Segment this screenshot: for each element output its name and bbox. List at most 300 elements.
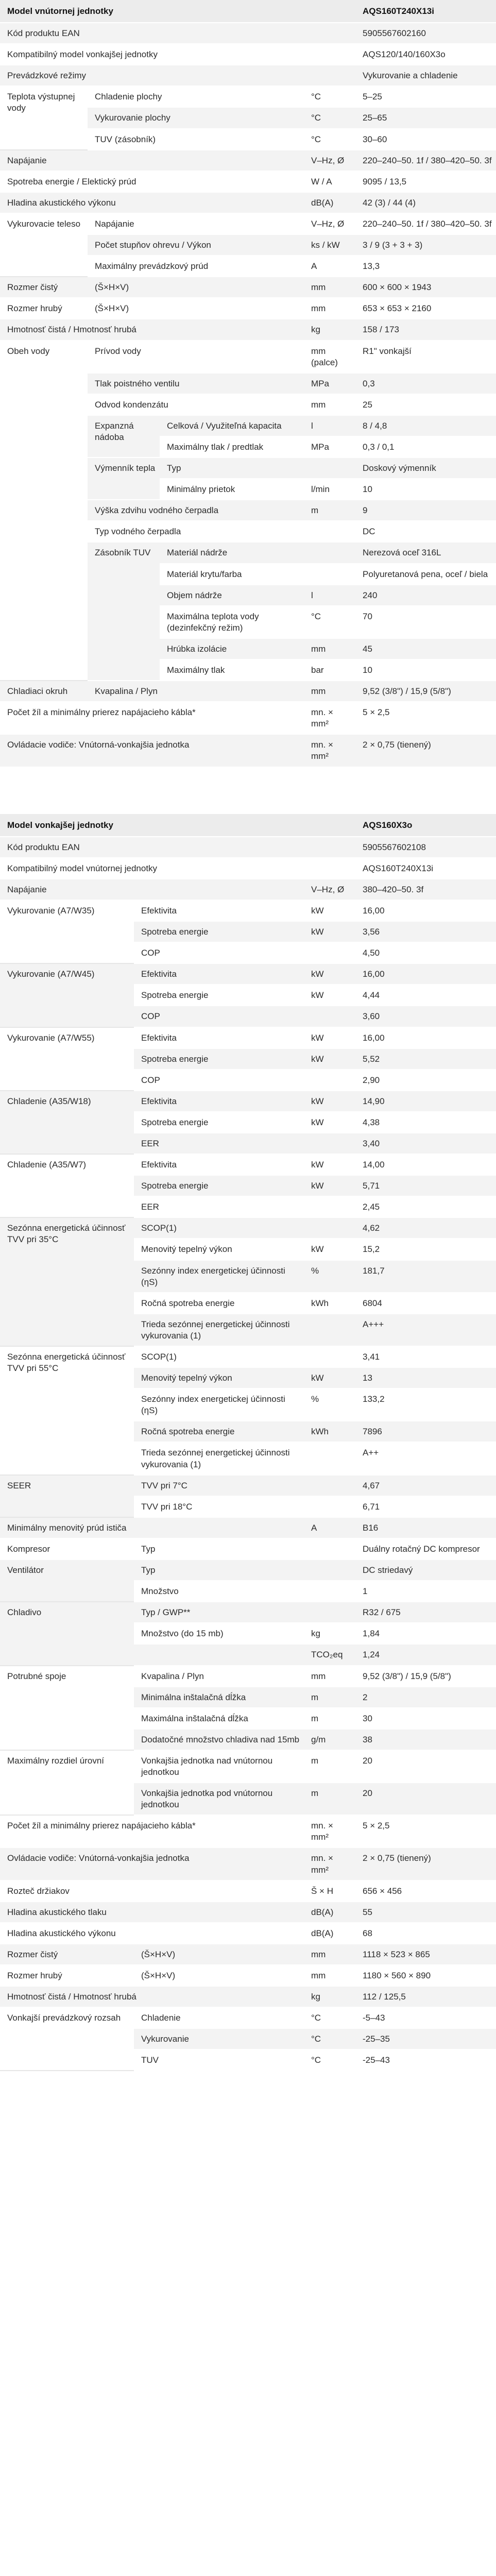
spec-unit: dB(A) bbox=[304, 192, 355, 213]
spec-row bbox=[0, 341, 496, 373]
spec-param-label: SCOP(1) bbox=[134, 1346, 304, 1367]
spec-param-label: Tlak poistného ventilu bbox=[88, 373, 304, 394]
spec-param-label: Efektivita bbox=[134, 1091, 304, 1112]
spec-param-label: (Š×H×V) bbox=[134, 1965, 304, 1986]
spec-row bbox=[0, 963, 496, 985]
spec-group-label: Maximálny rozdiel úrovní bbox=[0, 1750, 134, 1815]
outdoor-unit-header-row bbox=[0, 814, 496, 837]
spec-value: 8 / 4,8 bbox=[355, 415, 496, 436]
spec-value: 16,00 bbox=[355, 963, 496, 985]
spec-unit bbox=[304, 1581, 355, 1602]
spec-value: R32 / 675 bbox=[355, 1602, 496, 1623]
spec-value: 13,3 bbox=[355, 256, 496, 277]
spec-param-label: Ročná spotreba energie bbox=[134, 1421, 304, 1442]
spec-unit bbox=[304, 1538, 355, 1560]
spec-unit: % bbox=[304, 1388, 355, 1421]
spec-row bbox=[0, 171, 496, 192]
spec-unit bbox=[304, 1602, 355, 1623]
spec-param-label: Typ bbox=[134, 1560, 304, 1581]
spec-row bbox=[0, 23, 496, 44]
spec-value: 7896 bbox=[355, 1421, 496, 1442]
spec-group-label: Minimálny menovitý prúd ističa bbox=[0, 1517, 304, 1538]
spec-unit: °C bbox=[304, 129, 355, 150]
outdoor-unit-title: Model vonkajšej jednotky bbox=[0, 814, 355, 837]
spec-unit: mn. × mm² bbox=[304, 702, 355, 734]
spec-group-label: Chladivo bbox=[0, 1602, 134, 1665]
spec-row bbox=[0, 900, 496, 921]
spec-param-label: Spotreba energie bbox=[134, 1112, 304, 1133]
spec-value: 1180 × 560 × 890 bbox=[355, 1965, 496, 1986]
spec-value: 112 / 125,5 bbox=[355, 1986, 496, 2007]
spec-param-label: Množstvo bbox=[134, 1581, 304, 1602]
spec-value: 16,00 bbox=[355, 1027, 496, 1048]
spec-group-label: Kód produktu EAN bbox=[0, 23, 304, 44]
spec-param-label: Menovitý tepelný výkon bbox=[134, 1367, 304, 1388]
spec-row bbox=[0, 1475, 496, 1496]
spec-unit: l bbox=[304, 585, 355, 606]
spec-value: DC striedavý bbox=[355, 1560, 496, 1581]
spec-param-label: Množstvo (do 15 mb) bbox=[134, 1623, 304, 1644]
spec-value: 4,50 bbox=[355, 942, 496, 963]
spec-param-label: TUV (zásobník) bbox=[88, 129, 304, 150]
spec-value: 600 × 600 × 1943 bbox=[355, 277, 496, 298]
spec-value: AQS160T240X13i bbox=[355, 858, 496, 879]
spec-value: 5 × 2,5 bbox=[355, 1815, 496, 1848]
spec-param-label: Celková / Využiteľná kapacita bbox=[160, 415, 304, 436]
indoor-unit-spec-table bbox=[0, 0, 496, 768]
indoor-unit-spec-body bbox=[0, 0, 496, 767]
spec-param-label: Menovitý tepelný výkon bbox=[134, 1239, 304, 1260]
spec-value: 13 bbox=[355, 1367, 496, 1388]
spec-param-label: EER bbox=[134, 1133, 304, 1154]
spec-unit: mm bbox=[304, 681, 355, 702]
spec-value: 55 bbox=[355, 1902, 496, 1923]
spec-value: 30–60 bbox=[355, 129, 496, 150]
spec-unit: kg bbox=[304, 1623, 355, 1644]
spec-row bbox=[0, 1944, 496, 1965]
spec-unit: V–Hz, Ø bbox=[304, 213, 355, 234]
spec-param-label: Chladenie bbox=[134, 2007, 304, 2028]
spec-value: 1118 × 523 × 865 bbox=[355, 1944, 496, 1965]
spec-unit: m bbox=[304, 1783, 355, 1815]
spec-group-label: Vonkajší prevádzkový rozsah bbox=[0, 2007, 134, 2071]
spec-unit: kW bbox=[304, 900, 355, 921]
spec-group-label: Ovládacie vodiče: Vnútorná-vonkajšia jednotka bbox=[0, 734, 304, 767]
spec-unit: l/min bbox=[304, 479, 355, 500]
spec-group-label: Hmotnosť čistá / Hmotnosť hrubá bbox=[0, 319, 304, 340]
spec-group-label: Prevádzkové režimy bbox=[0, 65, 304, 86]
spec-unit bbox=[304, 837, 355, 858]
spec-unit: kW bbox=[304, 1239, 355, 1260]
spec-param-label: Typ vodného čerpadla bbox=[88, 521, 304, 542]
spec-unit: mm bbox=[304, 1944, 355, 1965]
spec-group-label: Hmotnosť čistá / Hmotnosť hrubá bbox=[0, 1986, 304, 2007]
spec-row bbox=[0, 65, 496, 86]
indoor-unit-title: Model vnútornej jednotky bbox=[0, 0, 355, 23]
spec-param-label: (Š×H×V) bbox=[88, 298, 304, 319]
spec-group-label: Počet žíl a minimálny prierez napájacieho kábla* bbox=[0, 1815, 304, 1848]
spec-unit bbox=[304, 942, 355, 963]
indoor-unit-header-row bbox=[0, 0, 496, 23]
spec-unit: kW bbox=[304, 1048, 355, 1070]
spec-unit: °C bbox=[304, 107, 355, 128]
spec-value: 133,2 bbox=[355, 1388, 496, 1421]
spec-row bbox=[0, 1880, 496, 1902]
spec-unit: kW bbox=[304, 963, 355, 985]
spec-param-label: TUV bbox=[134, 2049, 304, 2071]
spec-unit: mn. × mm² bbox=[304, 1815, 355, 1848]
spec-unit: mm bbox=[304, 1666, 355, 1687]
spec-value: Nerezová oceľ 316L bbox=[355, 542, 496, 563]
spec-param-label: Minimálna inštalačná dĺžka bbox=[134, 1687, 304, 1708]
spec-value: 5–25 bbox=[355, 86, 496, 107]
spec-unit bbox=[304, 23, 355, 44]
outdoor-unit-spec-table bbox=[0, 814, 496, 2072]
spec-param-label: Spotreba energie bbox=[134, 1175, 304, 1196]
spec-unit: °C bbox=[304, 2049, 355, 2071]
spec-row bbox=[0, 1848, 496, 1880]
spec-unit: Š × H bbox=[304, 1880, 355, 1902]
spec-group-label: SEER bbox=[0, 1475, 134, 1517]
spec-unit: g/m bbox=[304, 1729, 355, 1750]
spec-param-label: Napájanie bbox=[88, 213, 304, 234]
spec-param-label: (Š×H×V) bbox=[88, 277, 304, 298]
spec-group-label: Kompresor bbox=[0, 1538, 134, 1560]
spec-value: 1 bbox=[355, 1581, 496, 1602]
spec-group-label: Vykurovanie (A7/W55) bbox=[0, 1027, 134, 1091]
spec-unit: kg bbox=[304, 1986, 355, 2007]
spec-unit: kWh bbox=[304, 1293, 355, 1314]
spec-param-label: Maximálny tlak bbox=[160, 659, 304, 681]
spec-value: 181,7 bbox=[355, 1260, 496, 1293]
spec-param-label: Vykurovanie plochy bbox=[88, 107, 304, 128]
spec-unit: A bbox=[304, 256, 355, 277]
spec-param-label: Sezónny index energetickej účinnosti (ηS) bbox=[134, 1388, 304, 1421]
spec-group-label: Kód produktu EAN bbox=[0, 837, 304, 858]
spec-row bbox=[0, 879, 496, 900]
spec-value: 2,45 bbox=[355, 1196, 496, 1217]
spec-value: 5,52 bbox=[355, 1048, 496, 1070]
spec-row bbox=[0, 681, 496, 702]
spec-param-label: Chladenie plochy bbox=[88, 86, 304, 107]
spec-row bbox=[0, 319, 496, 340]
spec-value: 14,00 bbox=[355, 1154, 496, 1175]
spec-value: 220–240–50. 1f / 380–420–50. 3f bbox=[355, 150, 496, 171]
spec-value: 158 / 173 bbox=[355, 319, 496, 340]
spec-value: 2 bbox=[355, 1687, 496, 1708]
spec-unit: A bbox=[304, 1517, 355, 1538]
spec-value: Doskový výmenník bbox=[355, 457, 496, 479]
spec-row bbox=[0, 1986, 496, 2007]
spec-unit: ks / kW bbox=[304, 234, 355, 256]
spec-row bbox=[0, 1560, 496, 1581]
spec-param-label: Maximálny tlak / predtlak bbox=[160, 436, 304, 457]
spec-value: R1" vonkajší bbox=[355, 341, 496, 373]
spec-value: 5905567602108 bbox=[355, 837, 496, 858]
spec-param-label: Maximálna inštalačná dĺžka bbox=[134, 1708, 304, 1729]
spec-unit: V–Hz, Ø bbox=[304, 150, 355, 171]
spec-unit bbox=[304, 1442, 355, 1475]
spec-param-label: Maximálna teplota vody (dezinfekčný režim) bbox=[160, 606, 304, 638]
spec-unit bbox=[304, 1475, 355, 1496]
spec-param-label: Spotreba energie bbox=[134, 921, 304, 942]
spec-param-label: Kvapalina / Plyn bbox=[88, 681, 304, 702]
spec-param-label: Typ bbox=[134, 1538, 304, 1560]
spec-group-label: Rozmer čistý bbox=[0, 277, 88, 298]
spec-value: Duálny rotačný DC kompresor bbox=[355, 1538, 496, 1560]
spec-unit: m bbox=[304, 1750, 355, 1783]
spec-param-label: Vonkajšia jednotka nad vnútornou jednotkou bbox=[134, 1750, 304, 1783]
spec-param-label: (Š×H×V) bbox=[134, 1944, 304, 1965]
spec-value: 2 × 0,75 (tienený) bbox=[355, 734, 496, 767]
spec-unit: m bbox=[304, 500, 355, 521]
spec-unit: °C bbox=[304, 606, 355, 638]
spec-value: 42 (3) / 44 (4) bbox=[355, 192, 496, 213]
spec-value: 9095 / 13,5 bbox=[355, 171, 496, 192]
spec-group-label: Rozteč držiakov bbox=[0, 1880, 304, 1902]
spec-value: 9,52 (3/8") / 15,9 (5/8") bbox=[355, 1666, 496, 1687]
spec-value: 653 × 653 × 2160 bbox=[355, 298, 496, 319]
spec-unit: l bbox=[304, 415, 355, 436]
spec-value: 2 × 0,75 (tienený) bbox=[355, 1848, 496, 1880]
spec-param-label: Sezónny index energetickej účinnosti (ηS) bbox=[134, 1260, 304, 1293]
spec-row bbox=[0, 1027, 496, 1048]
spec-unit: dB(A) bbox=[304, 1902, 355, 1923]
spec-value: 38 bbox=[355, 1729, 496, 1750]
spec-row bbox=[0, 1902, 496, 1923]
spec-unit: m bbox=[304, 1708, 355, 1729]
spec-unit: TCO₂eq bbox=[304, 1644, 355, 1665]
spec-param-label: Maximálny prevádzkový prúd bbox=[88, 256, 304, 277]
spec-unit: kW bbox=[304, 1175, 355, 1196]
spec-unit: MPa bbox=[304, 373, 355, 394]
spec-param-label: Materiál nádrže bbox=[160, 542, 304, 563]
spec-row bbox=[0, 150, 496, 171]
spec-unit: kW bbox=[304, 921, 355, 942]
spec-value: 16,00 bbox=[355, 900, 496, 921]
spec-group-label: Teplota výstupnej vody bbox=[0, 86, 88, 149]
spec-row bbox=[0, 1091, 496, 1112]
spec-row bbox=[0, 192, 496, 213]
spec-unit: °C bbox=[304, 86, 355, 107]
spec-value: 9 bbox=[355, 500, 496, 521]
spec-value: 4,38 bbox=[355, 1112, 496, 1133]
spec-value: 9,52 (3/8") / 15,9 (5/8") bbox=[355, 681, 496, 702]
spec-value: 6804 bbox=[355, 1293, 496, 1314]
spec-param-label: COP bbox=[134, 1006, 304, 1027]
spec-value: A+++ bbox=[355, 1314, 496, 1346]
spec-param-label: Efektivita bbox=[134, 963, 304, 985]
spec-param-label: TVV pri 18°C bbox=[134, 1496, 304, 1517]
spec-group-label: Kompatibilný model vonkajšej jednotky bbox=[0, 44, 304, 65]
spec-row bbox=[0, 1965, 496, 1986]
indoor-unit-model: AQS160T240X13i bbox=[355, 0, 496, 23]
spec-value: 20 bbox=[355, 1783, 496, 1815]
spec-row bbox=[0, 1517, 496, 1538]
spec-group-label: Obeh vody bbox=[0, 341, 88, 681]
spec-param-label: Trieda sezónnej energetickej účinnosti vykurovania (1) bbox=[134, 1442, 304, 1475]
spec-value: 4,44 bbox=[355, 985, 496, 1006]
spec-row bbox=[0, 1154, 496, 1175]
spec-group-label: Počet žíl a minimálny prierez napájacieho kábla* bbox=[0, 702, 304, 734]
spec-unit bbox=[304, 65, 355, 86]
spec-group-label: Hladina akustického tlaku bbox=[0, 1902, 304, 1923]
spec-row bbox=[0, 1815, 496, 1848]
spec-value: 3,40 bbox=[355, 1133, 496, 1154]
spec-value: A++ bbox=[355, 1442, 496, 1475]
spec-row bbox=[0, 44, 496, 65]
spec-param-label: TVV pri 7°C bbox=[134, 1475, 304, 1496]
spec-param-label: Prívod vody bbox=[88, 341, 304, 373]
spec-value: 25 bbox=[355, 394, 496, 415]
spec-unit bbox=[304, 1346, 355, 1367]
spec-param-label: Ročná spotreba energie bbox=[134, 1293, 304, 1314]
spec-row bbox=[0, 837, 496, 858]
spec-param-label: Minimálny prietok bbox=[160, 479, 304, 500]
spec-unit: mm bbox=[304, 638, 355, 659]
spec-value: 30 bbox=[355, 1708, 496, 1729]
spec-param-label: Výška zdvihu vodného čerpadla bbox=[88, 500, 304, 521]
spec-row bbox=[0, 1346, 496, 1367]
spec-unit: °C bbox=[304, 2007, 355, 2028]
spec-unit bbox=[304, 1496, 355, 1517]
spec-row bbox=[0, 734, 496, 767]
spec-param-label bbox=[134, 1644, 304, 1665]
spec-value: 2,90 bbox=[355, 1070, 496, 1091]
spec-group-label: Hladina akustického výkonu bbox=[0, 192, 304, 213]
spec-group-label: Kompatibilný model vnútornej jednotky bbox=[0, 858, 304, 879]
spec-unit: mm (palce) bbox=[304, 341, 355, 373]
spec-value: 3 / 9 (3 + 3 + 3) bbox=[355, 234, 496, 256]
spec-value: 20 bbox=[355, 1750, 496, 1783]
spec-param-label: Kvapalina / Plyn bbox=[134, 1666, 304, 1687]
spec-value: 4,62 bbox=[355, 1217, 496, 1239]
spec-value: Vykurovanie a chladenie bbox=[355, 65, 496, 86]
spec-row bbox=[0, 86, 496, 107]
spec-value: DC bbox=[355, 521, 496, 542]
spec-unit bbox=[304, 1560, 355, 1581]
spec-param-label: Hrúbka izolácie bbox=[160, 638, 304, 659]
spec-unit: mn. × mm² bbox=[304, 1848, 355, 1880]
spec-group-label: Rozmer čistý bbox=[0, 1944, 134, 1965]
spec-unit: kW bbox=[304, 1154, 355, 1175]
spec-group-label: Chladenie (A35/W18) bbox=[0, 1091, 134, 1154]
spec-group-label: Rozmer hrubý bbox=[0, 298, 88, 319]
spec-value: 0,3 / 0,1 bbox=[355, 436, 496, 457]
spec-group-label: Napájanie bbox=[0, 879, 304, 900]
spec-group-label: Hladina akustického výkonu bbox=[0, 1923, 304, 1944]
spec-unit bbox=[304, 1006, 355, 1027]
spec-unit: mm bbox=[304, 394, 355, 415]
spec-value: 656 × 456 bbox=[355, 1880, 496, 1902]
spec-unit bbox=[304, 564, 355, 585]
spec-group-label: Rozmer hrubý bbox=[0, 1965, 134, 1986]
spec-unit bbox=[304, 858, 355, 879]
spec-value: -25–43 bbox=[355, 2049, 496, 2071]
spec-value: 3,60 bbox=[355, 1006, 496, 1027]
spec-param-label: Efektivita bbox=[134, 900, 304, 921]
spec-row bbox=[0, 702, 496, 734]
spec-unit: kg bbox=[304, 319, 355, 340]
spec-value: 240 bbox=[355, 585, 496, 606]
spec-row bbox=[0, 277, 496, 298]
spec-value: B16 bbox=[355, 1517, 496, 1538]
spec-group-label: Chladenie (A35/W7) bbox=[0, 1154, 134, 1217]
spec-value: 10 bbox=[355, 479, 496, 500]
spec-subgroup-label: Výmenník tepla bbox=[88, 457, 160, 500]
spec-param-label: Trieda sezónnej energetickej účinnosti vykurovania (1) bbox=[134, 1314, 304, 1346]
spec-value: 14,90 bbox=[355, 1091, 496, 1112]
spec-unit: bar bbox=[304, 659, 355, 681]
spec-unit: V–Hz, Ø bbox=[304, 879, 355, 900]
spec-unit bbox=[304, 457, 355, 479]
spec-value: 3,41 bbox=[355, 1346, 496, 1367]
spec-group-label: Vykurovanie (A7/W35) bbox=[0, 900, 134, 963]
spec-param-label: COP bbox=[134, 942, 304, 963]
spec-param-label: Spotreba energie bbox=[134, 985, 304, 1006]
spec-param-label: Efektivita bbox=[134, 1154, 304, 1175]
spec-group-label: Potrubné spoje bbox=[0, 1666, 134, 1750]
spec-unit: MPa bbox=[304, 436, 355, 457]
spec-row bbox=[0, 1602, 496, 1623]
spec-group-label: Sezónna energetická účinnosť TVV pri 35°C bbox=[0, 1217, 134, 1346]
spec-row bbox=[0, 1217, 496, 1239]
spec-row bbox=[0, 1538, 496, 1560]
spec-unit bbox=[304, 44, 355, 65]
spec-value: 380–420–50. 3f bbox=[355, 879, 496, 900]
spec-param-label: Počet stupňov ohrevu / Výkon bbox=[88, 234, 304, 256]
spec-unit bbox=[304, 1070, 355, 1091]
spec-group-label: Vykurovacie teleso bbox=[0, 213, 88, 277]
spec-unit: kWh bbox=[304, 1421, 355, 1442]
spec-param-label: Materiál krytu/farba bbox=[160, 564, 304, 585]
spec-group-label: Spotreba energie / Elektický prúd bbox=[0, 171, 304, 192]
spec-unit bbox=[304, 1196, 355, 1217]
spec-unit: °C bbox=[304, 2028, 355, 2049]
spec-unit: m bbox=[304, 1687, 355, 1708]
spec-value: 68 bbox=[355, 1923, 496, 1944]
spec-value: 5905567602160 bbox=[355, 23, 496, 44]
spec-param-label: Objem nádrže bbox=[160, 585, 304, 606]
spec-value: 1,24 bbox=[355, 1644, 496, 1665]
section-spacer bbox=[0, 768, 496, 814]
spec-unit bbox=[304, 542, 355, 563]
spec-unit bbox=[304, 521, 355, 542]
spec-row bbox=[0, 1923, 496, 1944]
spec-unit: dB(A) bbox=[304, 1923, 355, 1944]
spec-param-label: Efektivita bbox=[134, 1027, 304, 1048]
spec-value: 4,67 bbox=[355, 1475, 496, 1496]
spec-unit bbox=[304, 1133, 355, 1154]
spec-value: -5–43 bbox=[355, 2007, 496, 2028]
spec-unit: mn. × mm² bbox=[304, 734, 355, 767]
spec-value: 10 bbox=[355, 659, 496, 681]
spec-unit: kW bbox=[304, 1091, 355, 1112]
spec-value: 220–240–50. 1f / 380–420–50. 3f bbox=[355, 213, 496, 234]
spec-unit: mm bbox=[304, 298, 355, 319]
spec-param-label: Typ bbox=[160, 457, 304, 479]
outdoor-unit-spec-body bbox=[0, 814, 496, 2071]
spec-unit: % bbox=[304, 1260, 355, 1293]
spec-value: 5 × 2,5 bbox=[355, 702, 496, 734]
spec-value: 25–65 bbox=[355, 107, 496, 128]
spec-value: 15,2 bbox=[355, 1239, 496, 1260]
spec-row bbox=[0, 1666, 496, 1687]
spec-unit: kW bbox=[304, 1027, 355, 1048]
spec-unit bbox=[304, 1217, 355, 1239]
spec-value: Polyuretanová pena, oceľ / biela bbox=[355, 564, 496, 585]
spec-param-label: SCOP(1) bbox=[134, 1217, 304, 1239]
